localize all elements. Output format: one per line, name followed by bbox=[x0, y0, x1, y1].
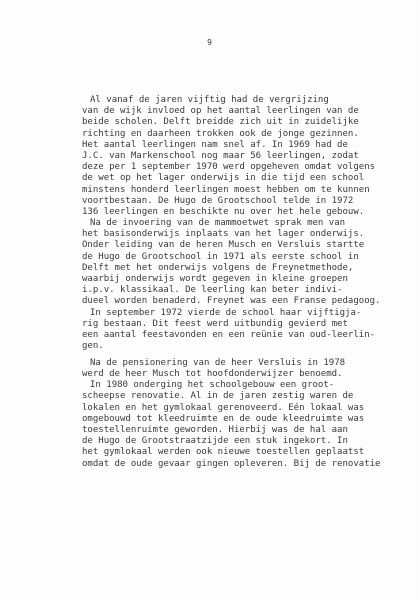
text-line: het basisonderwijs inplaats van het lager onderwijs. bbox=[82, 229, 365, 240]
text-line: J.C. van Markenschool nog maar 56 leerlingen, zodat bbox=[82, 150, 359, 161]
text-line: i.p.v. klassikaal. De leerling kan beter indivi- bbox=[82, 285, 343, 296]
text-line: scheepse renovatie. Al in de jaren zestig waren de bbox=[82, 391, 354, 402]
text-line: voortbestaan. De Hugo de Grootschool telde in 1972 bbox=[82, 195, 354, 206]
text-line: het gymlokaal werden ook nieuwe toestellen geplaatst bbox=[82, 447, 365, 458]
text-line: de Hugo de Grootschool in 1971 als eerste school in bbox=[82, 251, 359, 262]
text-line: de Hugo de Grootstraatzijde een stuk ingekort. In bbox=[82, 436, 348, 447]
text-line: deze per 1 september 1970 werd opgeheven omdat volgens bbox=[82, 162, 376, 173]
text-line: gen. bbox=[82, 341, 104, 352]
text-line: Het aantal leerlingen nam snel af. In 1969 had de bbox=[82, 139, 348, 150]
text-line: richting en daarheen trokken ook de jonge gezinnen. bbox=[82, 128, 359, 139]
paragraph bbox=[82, 218, 392, 308]
paragraph bbox=[82, 308, 392, 353]
text-line: beide scholen. Delft breidde zich uit in zuidelijke bbox=[82, 117, 359, 128]
text-line: minstens honderd leerlingen moest hebben om te kunnen bbox=[82, 184, 370, 195]
text-line: van de wijk invloed op het aantal leerlingen van de bbox=[82, 106, 359, 117]
text-line: een aantal feestavonden en een reünie van oud-leerlin- bbox=[82, 329, 376, 340]
text-line: omdat de oude gevaar gingen opleveren. Bij de renovatie bbox=[82, 458, 381, 469]
text-line: rig bestaan. Dit feest werd uitbundig gevierd met bbox=[82, 318, 348, 329]
text-line: Na de pensionering van de heer Versluis in 1978 bbox=[90, 357, 346, 368]
text-line: toestellenruimte geworden. Hierbij was de hal aan bbox=[82, 425, 348, 436]
text-line: Onder leiding van de heren Musch en Versluis startte bbox=[82, 240, 365, 251]
text-line: dueel worden benaderd. Freynet was een Franse pedagoog. bbox=[82, 296, 381, 307]
text-line: Na de invoering van de mammoetwet sprak men van bbox=[90, 218, 346, 229]
paragraph bbox=[82, 95, 392, 218]
text-line: werd de heer Musch tot hoofdonderwijzer benoemd. bbox=[82, 369, 343, 380]
text-line: Delft met het onderwijs volgens de Freynetmethode, bbox=[82, 262, 354, 273]
text-line: 136 leerlingen en beschikte nu over het hele gebouw. bbox=[82, 206, 365, 217]
text-line: omgebouwd tot kleedruimte en de oude kleedruimte was bbox=[82, 413, 365, 424]
text-line: lokalen en het gymlokaal gerenoveerd. Eén lokaal was bbox=[82, 402, 365, 413]
page-number: 9 bbox=[207, 38, 212, 47]
text-line: In september 1972 vierde de school haar vijftigja- bbox=[90, 307, 362, 318]
paragraph bbox=[82, 358, 392, 380]
text-line: waarbij onderwijs wordt gegeven in kleine groepen bbox=[82, 274, 348, 284]
text-line: In 1980 onderging het schoolgebouw een groot- bbox=[90, 380, 335, 391]
text-line: Al vanaf de jaren vijftig had de vergrijzing bbox=[90, 95, 329, 105]
body-text bbox=[82, 95, 392, 470]
paragraph bbox=[82, 380, 392, 470]
text-line: de wet op het lager onderwijs in die tijd een school bbox=[82, 173, 365, 184]
